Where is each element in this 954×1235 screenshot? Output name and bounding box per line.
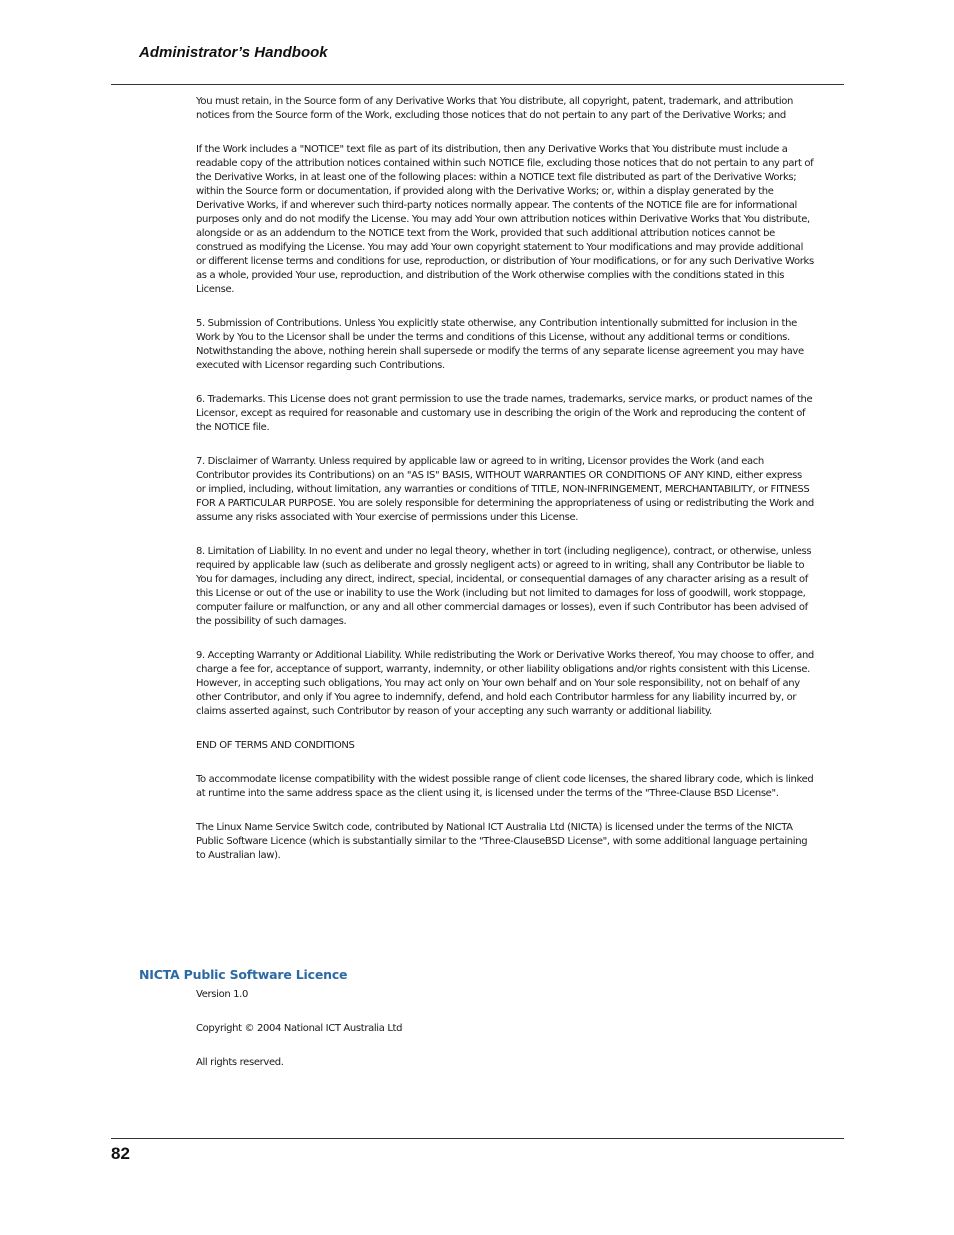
paragraph-version: Version 1.0 bbox=[196, 989, 249, 1000]
paragraph-submission-of-contributions: 5. Submission of Contributions. Unless You explicitly state otherwise, any Contribution intentionally submitted for inclusion in the Work by You to the Licensor shall be under the terms and conditions of this License, without any additional terms or conditions. Notwithstanding the above, nothing herein shall supersede or modify the terms of any separate license agreement you may have executed with Licensor regarding such Contributions. bbox=[196, 318, 804, 371]
running-header: Administrator’s Handbook bbox=[139, 44, 328, 61]
section-heading-nicta: NICTA Public Software Licence bbox=[139, 967, 348, 982]
paragraph-linux-nss: The Linux Name Service Switch code, contributed by National ICT Australia Ltd (NICTA) is licensed under the terms of the NICTA Public Software Licence (which is substantially similar to the "Three-ClauseBSD License", with some additional language pertaining to Australian law). bbox=[196, 822, 808, 861]
paragraph-notice-file: If the Work includes a "NOTICE" text file as part of its distribution, then any Derivative Works that You distribute must include a readable copy of the attribution notices contained within such NOTICE file, excluding those notices that do not pertain to any part of the Derivative Works, in at least one of the following places: within a NOTICE text file distributed as part of the Derivative Works; within the Source form or documentation, if provided along with the Derivative Works; or, within a display generated by the Derivative Works, if and wherever such third-party notices normally appear. The contents of the NOTICE file are for informational purposes only and do not modify the License. You may add Your own attribution notices within Derivative Works that You distribute, alongside or as an addendum to the NOTICE text from the Work, provided that such additional attribution notices cannot be construed as modifying the License. You may add Your own copyright statement to Your modifications and may provide additional or different license terms and conditions for use, reproduction, or distribution of Your modifications, or for any such Derivative Works as a whole, provided Your use, reproduction, and distribution of the Work otherwise complies with the conditions stated in this License. bbox=[196, 144, 814, 295]
paragraph-license-compatibility: To accommodate license compatibility with the widest possible range of client code licenses, the shared library code, which is linked at runtime into the same address space as the client using it, is licensed under the terms of the "Three-Clause BSD License". bbox=[196, 774, 814, 799]
paragraph-trademarks: 6. Trademarks. This License does not grant permission to use the trade names, trademarks, service marks, or product names of the Licensor, except as required for reasonable and customary use in describing the origin of the Work and reproducing the content of the NOTICE file. bbox=[196, 394, 813, 433]
nicta-section-body bbox=[196, 988, 814, 1090]
license-body bbox=[196, 95, 814, 883]
header-rule bbox=[111, 84, 844, 85]
paragraph-retain-notices: You must retain, in the Source form of any Derivative Works that You distribute, all copyright, patent, trademark, and attribution notices from the Source form of the Work, excluding those notices that do not pertain to any part of the Derivative Works; and bbox=[196, 96, 794, 121]
paragraph-disclaimer-of-warranty: 7. Disclaimer of Warranty. Unless required by applicable law or agreed to in writing, Licensor provides the Work (and each Contributor provides its Contributions) on an "AS IS" BASIS, WITHOUT WARRANTIES OR CONDITIONS OF ANY KIND, either express or implied, including, without limitation, any warranties or conditions of TITLE, NON-INFRINGEMENT, MERCHANTABILITY, or FITNESS FOR A PARTICULAR PURPOSE. You are solely responsible for determining the appropriateness of using or redistributing the Work and assume any risks associated with Your exercise of permissions under this License. bbox=[196, 456, 814, 523]
page-number: 82 bbox=[111, 1144, 130, 1163]
paragraph-copyright: Copyright © 2004 National ICT Australia Ltd bbox=[196, 1023, 403, 1034]
footer-rule bbox=[111, 1138, 844, 1139]
paragraph-all-rights-reserved: All rights reserved. bbox=[196, 1057, 284, 1068]
paragraph-limitation-of-liability: 8. Limitation of Liability. In no event and under no legal theory, whether in tort (including negligence), contract, or otherwise, unless required by applicable law (such as deliberate and grossly negligent acts) or agreed to in writing, shall any Contributor be liable to You for damages, including any direct, indirect, special, incidental, or consequential damages of any character arising as a result of this License or out of the use or inability to use the Work (including but not limited to damages for loss of goodwill, work stoppage, computer failure or malfunction, or any and all other commercial damages or losses), even if such Contributor has been advised of the possibility of such damages. bbox=[196, 546, 812, 627]
paragraph-accepting-warranty: 9. Accepting Warranty or Additional Liability. While redistributing the Work or Derivative Works thereof, You may choose to offer, and charge a fee for, acceptance of support, warranty, indemnity, or other liability obligations and/or rights consistent with this License. However, in accepting such obligations, You may act only on Your own behalf and on Your sole responsibility, not on behalf of any other Contributor, and only if You agree to indemnify, defend, and hold each Contributor harmless for any liability incurred by, or claims asserted against, such Contributor by reason of your accepting any such warranty or additional liability. bbox=[196, 650, 814, 717]
paragraph-end-of-terms: END OF TERMS AND CONDITIONS bbox=[196, 740, 355, 751]
